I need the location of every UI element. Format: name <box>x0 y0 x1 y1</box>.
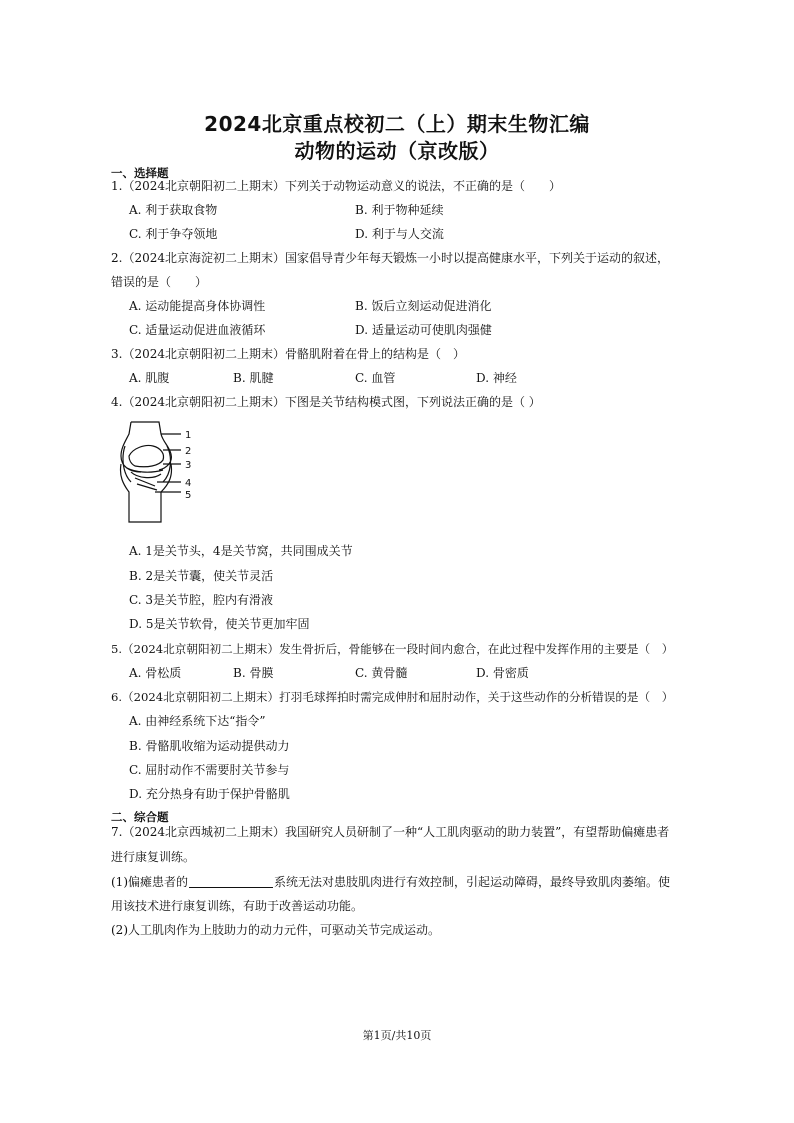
question-5-option-a: A. 骨松质 <box>129 666 182 680</box>
diagram-label-2: 2 <box>185 446 192 457</box>
question-4-stem: 4.（2024北京朝阳初二上期末）下图是关节结构模式图，下列说法正确的是（ ） <box>111 395 541 409</box>
joint-structure-diagram <box>117 420 197 524</box>
question-7-sub2: (2)人工肌肉作为上肢助力的动力元件，可驱动关节完成运动。 <box>111 923 441 937</box>
diagram-label-3: 3 <box>185 460 192 471</box>
question-2-option-d: D. 适量运动可使肌肉强健 <box>355 323 492 337</box>
articular-cartilage <box>131 472 161 478</box>
question-4-option-b: B. 2是关节囊，使关节灵活 <box>129 569 274 583</box>
question-3-option-c: C. 血管 <box>355 371 396 385</box>
question-2-stem-continued: 错误的是（ ） <box>111 275 208 289</box>
question-7-sub1-suffix: 系统无法对患肢肌肉进行有效控制，引起运动障碍，最终导致肌肉萎缩。使 <box>274 875 671 889</box>
question-3-stem: 3.（2024北京朝阳初二上期末）骨骼肌附着在骨上的结构是（ ） <box>111 347 465 361</box>
document-subtitle: 动物的运动（京改版） <box>294 139 500 163</box>
question-4-option-a: A. 1是关节头，4是关节窝，共同围成关节 <box>129 544 353 558</box>
articular-socket <box>127 468 163 472</box>
upper-bone-outline-left <box>121 422 141 472</box>
question-5-option-b: B. 骨膜 <box>233 666 274 680</box>
question-7-stem: 7.（2024北京西城初二上期末）我国研究人员研制了一种“人工肌肉驱动的助力装置”，有望帮助偏瘫患者 <box>111 825 670 839</box>
question-6-stem: 6.（2024北京朝阳初二上期末）打羽毛球挥拍时需完成伸肘和屈肘动作，关于这些动作的分析错误的是（ ） <box>111 690 674 704</box>
question-2-option-c: C. 适量运动促进血液循环 <box>129 323 266 337</box>
question-5-option-c: C. 黄骨髓 <box>355 666 408 680</box>
question-6-option-b: B. 骨骼肌收缩为运动提供动力 <box>129 739 290 753</box>
question-2-stem: 2.（2024北京海淀初二上期末）国家倡导青少年每天锻炼一小时以提高健康水平，下列关于运动的叙述， <box>111 251 669 265</box>
section-heading-choice: 一、选择题 <box>111 166 169 180</box>
question-7-sub1-prefix: (1)偏瘫患者的 <box>111 875 188 889</box>
question-7-sub1 <box>111 874 670 890</box>
question-5-option-d: D. 骨密质 <box>476 666 529 680</box>
question-4-option-c: C. 3是关节腔，腔内有滑液 <box>129 593 274 607</box>
answer-blank[interactable] <box>189 875 273 888</box>
ligament <box>135 478 157 490</box>
question-3-option-b: B. 肌腱 <box>233 371 274 385</box>
question-1-option-a: A. 利于获取食物 <box>129 203 218 217</box>
question-1-option-c: C. 利于争夺领地 <box>129 227 218 241</box>
question-1-option-b: B. 利于物种延续 <box>355 203 444 217</box>
question-3-option-a: A. 肌腹 <box>129 371 170 385</box>
page-footer: 第1页/共10页 <box>362 1029 432 1042</box>
question-3-option-d: D. 神经 <box>476 371 517 385</box>
question-5-stem: 5.（2024北京朝阳初二上期末）发生骨折后，骨能够在一段时间内愈合，在此过程中发挥作用的主要是（ ） <box>111 642 674 656</box>
section-heading-comprehensive: 二、综合题 <box>111 810 169 824</box>
question-1-option-d: D. 利于与人交流 <box>355 227 444 241</box>
question-7-sub1-continued: 用该技术进行康复训练，有助于改善运动功能。 <box>111 899 364 913</box>
question-2-option-b: B. 饭后立刻运动促进消化 <box>355 299 492 313</box>
question-4-option-d: D. 5是关节软骨，使关节更加牢固 <box>129 617 310 631</box>
diagram-label-1: 1 <box>185 430 192 441</box>
diagram-label-4: 4 <box>185 478 192 489</box>
articular-head <box>129 445 164 466</box>
question-6-option-d: D. 充分热身有助于保护骨骼肌 <box>129 787 290 801</box>
diagram-label-5: 5 <box>185 490 192 501</box>
question-7-stem-continued: 进行康复训练。 <box>111 850 196 864</box>
document-title: 2024北京重点校初二（上）期末生物汇编 <box>204 112 590 136</box>
question-6-option-c: C. 屈肘动作不需要肘关节参与 <box>129 763 290 777</box>
question-2-option-a: A. 运动能提高身体协调性 <box>129 299 266 313</box>
question-1-stem: 1.（2024北京朝阳初二上期末）下列关于动物运动意义的说法，不正确的是（ ） <box>111 179 561 193</box>
question-6-option-a: A. 由神经系统下达“指令” <box>129 714 266 728</box>
